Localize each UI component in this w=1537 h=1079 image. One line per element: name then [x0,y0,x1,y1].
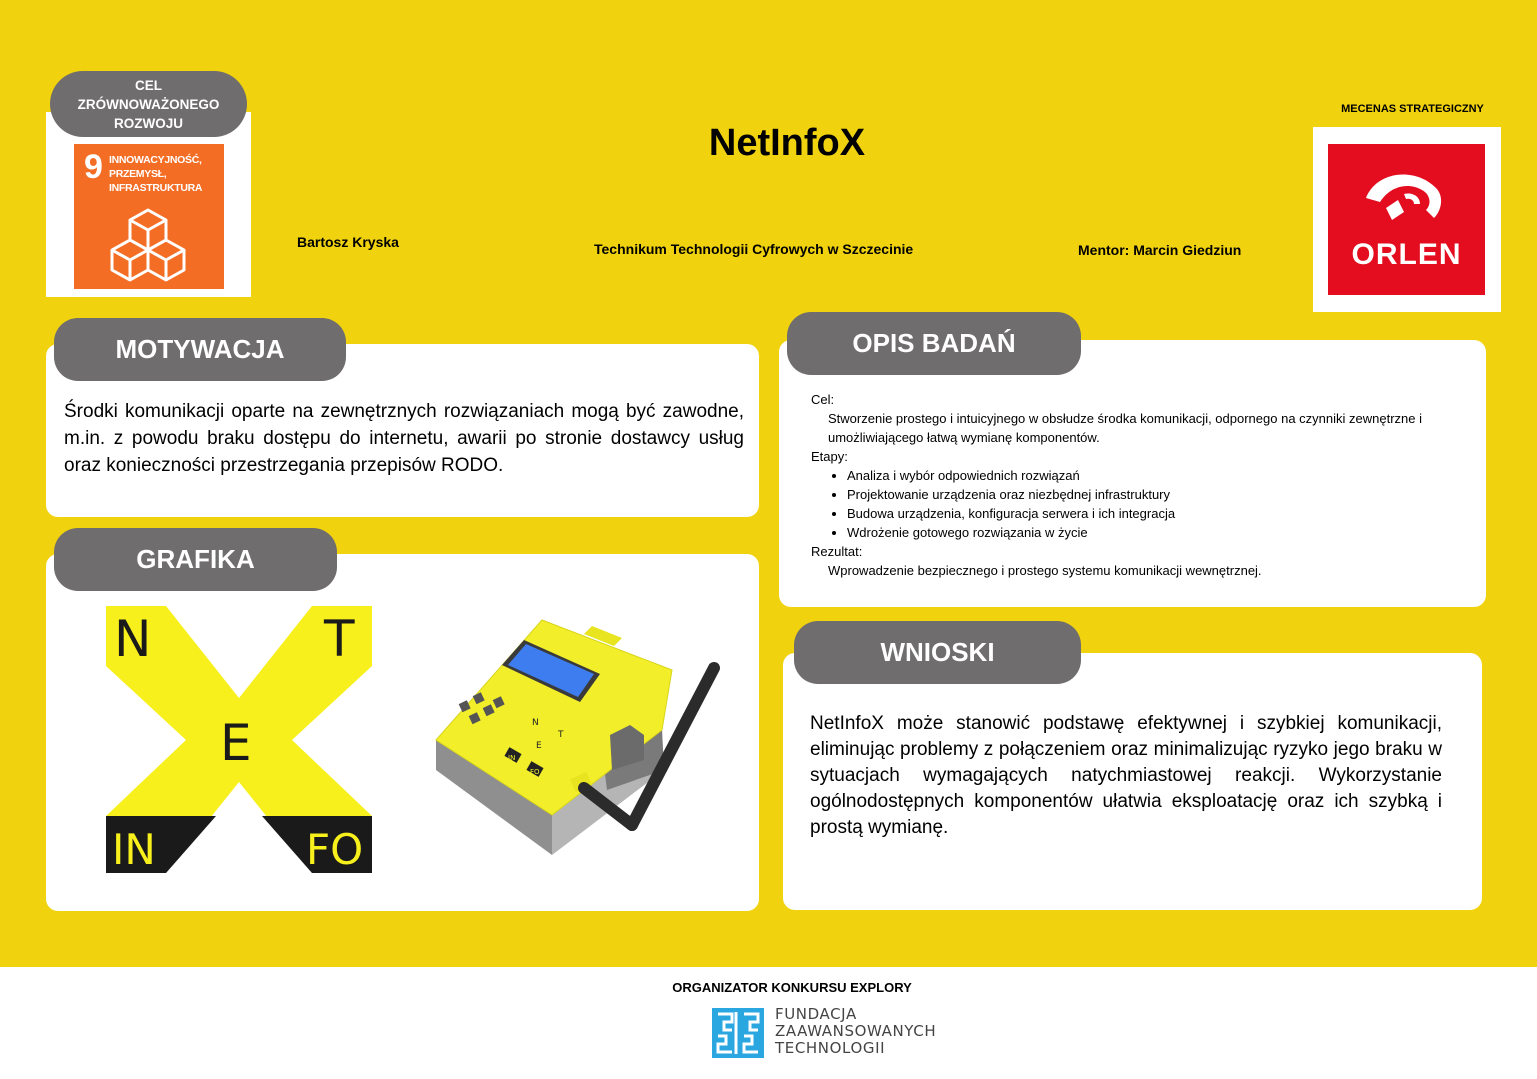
sdg-label-line-1: CEL [135,77,162,93]
eagle-icon [1356,158,1456,238]
result-label: Rezultat: [811,544,863,559]
foundation-name-line-2: ZAAWANSOWANYCH [775,1022,937,1040]
patron-label: MECENAS STRATEGICZNY [1341,103,1484,115]
foundation-name [775,1006,936,1057]
goal-label: Cel: [811,392,835,407]
device-label-n: N [532,718,539,728]
goal-text: Stworzenie prostego i intuicyjnego w obsłudze środka komunikacji, odpornego na czynniki zewnętrzne i umożliwiającego łatwą wymianę komponentów. [828,411,1422,445]
stages-label: Etapy: [811,449,848,464]
device-render [432,610,732,855]
orlen-logo-text: ORLEN [1351,238,1462,271]
poster-title: NetInfoX [708,122,866,164]
research-description [811,390,1471,580]
foundation-logo-icon [712,1008,764,1058]
device-label-t: T [558,730,564,740]
stages-list [811,466,1471,542]
logo-letter-n: N [114,610,152,668]
device-label-e: E [536,741,542,751]
sdg-goal-tile [74,144,224,289]
conclusions-text: NetInfoX może stanowić podstawę efektywnej i szybkiej komunikacji, eliminując problemy z połączeniem oraz minimalizując ryzyko jego braku w sytuacjach wymagających natychmiastowej reakcji. Wykorzystanie ogólnodostępnych komponentów ułatwia eksploatację oraz ich szybką i prostą wymianę. [810,713,1442,838]
sdg-goal-label [109,153,202,195]
foundation-name-line-3: TECHNOLOGII [775,1039,886,1057]
organizer-label: ORGANIZATOR KONKURSU EXPLORY [672,980,912,995]
school-name: Technikum Technologii Cyfrowych w Szczecinie [594,241,914,257]
sdg-label [50,71,247,137]
sdg-label-line-3: ROZWOJU [114,115,183,131]
mentor-name: Mentor: Marcin Giedziun [1078,242,1242,258]
device-label-in: IN [508,754,516,762]
cubes-icon [108,208,188,282]
list-item: • Analiza i wybór odpowiednich rozwiązań [847,466,1471,485]
sdg-goal-label-line-2: PRZEMYSŁ, [109,168,167,180]
list-item: • Budowa urządzenia, konfiguracja serwera i ich integracja [847,504,1471,523]
result-text: Wprowadzenie bezpiecznego i prostego systemu komunikacji wewnętrznej. [828,563,1262,578]
research-heading: OPIS BADAŃ [787,312,1081,375]
device-label-fo: FO [530,768,540,776]
logo-letter-t: T [324,610,355,668]
list-item: • Wdrożenie gotowego rozwiązania w życie [847,523,1471,542]
netinfox-logo [106,606,372,873]
sdg-goal-number: 9 [84,148,103,186]
motivation-heading: MOTYWACJA [54,318,346,381]
logo-letters-fo: FO [306,825,364,873]
logo-letter-e: E [220,714,252,772]
author-name: Bartosz Kryska [297,234,399,250]
sdg-goal-label-line-3: INFRASTRUKTURA [109,182,203,194]
sdg-goal-label-line-1: INNOWACYJNOŚĆ, [109,154,202,166]
list-item: • Projektowanie urządzenia oraz niezbędnej infrastruktury [847,485,1471,504]
graphics-heading: GRAFIKA [54,528,337,591]
orlen-logo [1328,144,1485,295]
foundation-name-line-1: FUNDACJA [775,1005,857,1023]
sdg-label-line-2: ZRÓWNOWAŻONEGO [77,96,220,112]
logo-letters-in: IN [112,825,156,873]
motivation-text: Środki komunikacji oparte na zewnętrznych rozwiązaniach mogą być zawodne, m.in. z powodu braku dostępu do internetu, awarii po stronie dostawcy usług oraz konieczności przestrzegania przepisów RODO. [64,401,744,476]
conclusions-heading: WNIOSKI [794,621,1081,684]
